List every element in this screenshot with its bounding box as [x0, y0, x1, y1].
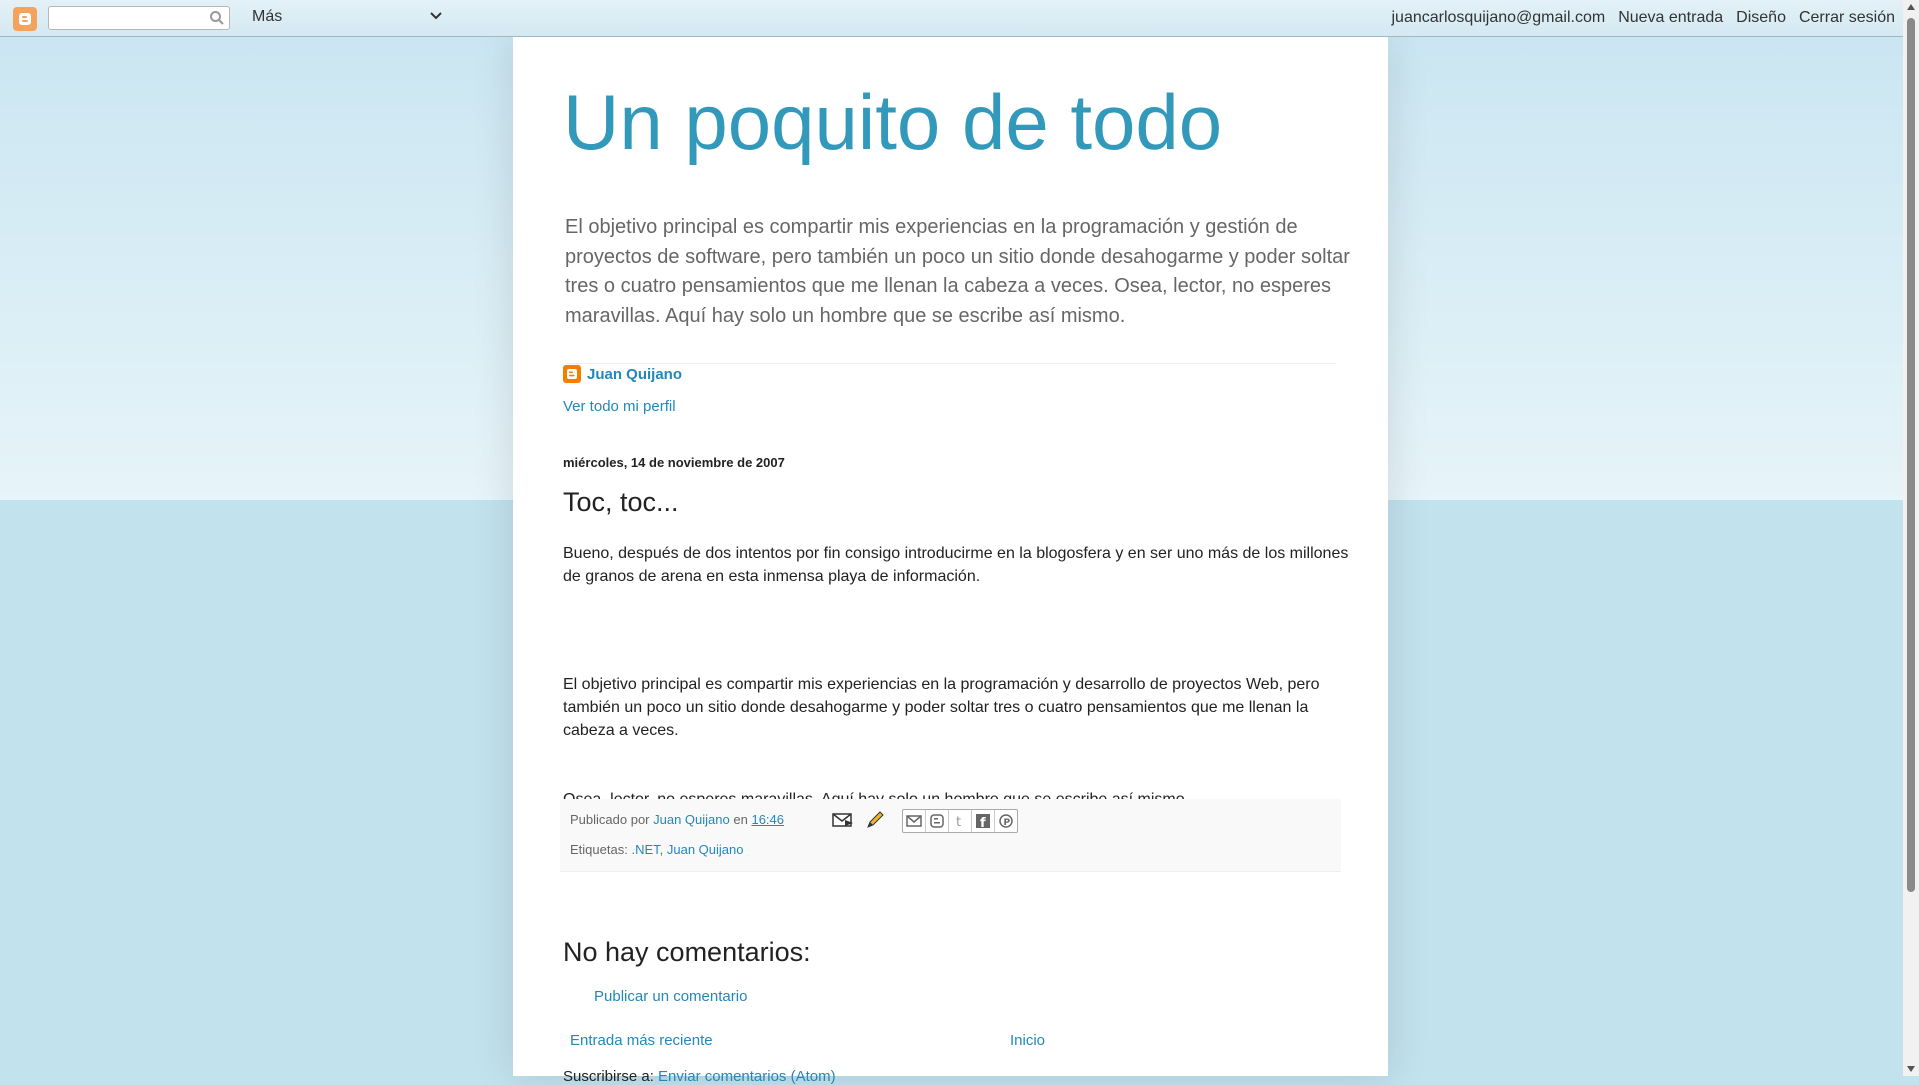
post-footer [560, 799, 1341, 872]
svg-text:t: t [956, 815, 962, 828]
post-date: miércoles, 14 de noviembre de 2007 [563, 455, 785, 470]
chevron-down-icon[interactable] [430, 12, 442, 20]
blog-description: El objetivo principal es compartir mis experiencias en la programación y gestión de proyectos de software, pero también un poco un sitio donde desahogarme y poder soltar tres o cuatro pensamientos que me llenan la cabeza a veces. Osea, lector, no esperes maravillas. Aquí hay solo un hombre que se escribe así mismo. [565, 216, 1350, 327]
divider [565, 363, 1336, 364]
post-time-link[interactable]: 16:46 [751, 812, 785, 827]
comments-title: No hay comentarios: [563, 937, 811, 967]
facebook-icon[interactable] [972, 810, 995, 832]
blogger-profile-icon [563, 365, 581, 383]
label-link[interactable]: .NET [631, 842, 660, 857]
blogger-navbar [0, 0, 1903, 37]
scrollbar-thumb[interactable] [1907, 18, 1915, 892]
blogthis-icon[interactable] [926, 810, 949, 832]
email-share-icon[interactable] [903, 810, 926, 832]
home-link[interactable]: Inicio [1010, 1032, 1046, 1049]
blogger-logo-icon[interactable] [13, 7, 37, 31]
post-paragraph: Bueno, después de dos intentos por fin consigo introducirme en la blogosfera y en ser uno más de los millones de granos de arena en esta inmensa playa de información. [563, 545, 1349, 585]
pinterest-icon[interactable] [995, 810, 1017, 832]
share-buttons [902, 809, 1018, 833]
sign-out-link[interactable]: Cerrar sesión [1798, 9, 1895, 26]
user-email[interactable]: juancarlosquijano@gmail.com [1391, 9, 1606, 26]
subscribe-prefix: Suscribirse a: [563, 1068, 654, 1085]
search-input[interactable] [48, 6, 230, 30]
design-link[interactable]: Diseño [1736, 9, 1786, 26]
published-by-label: Publicado por [570, 812, 650, 827]
new-post-link[interactable]: Nueva entrada [1618, 9, 1724, 26]
email-icon[interactable] [832, 812, 854, 831]
newer-post-link[interactable]: Entrada más reciente [570, 1032, 713, 1049]
publish-comment-link[interactable]: Publicar un comentario [594, 988, 748, 1005]
svg-text:f: f [980, 816, 986, 828]
profile [563, 365, 682, 383]
profile-name-link[interactable]: Juan Quijano [587, 365, 683, 383]
twitter-icon[interactable] [949, 810, 972, 832]
subscribe [563, 1068, 836, 1085]
more-dropdown[interactable]: Más [252, 8, 283, 25]
author-link[interactable]: Juan Quijano [653, 812, 730, 827]
scroll-down-icon[interactable] [1906, 1065, 1916, 1073]
view-profile-link[interactable]: Ver todo mi perfil [563, 398, 676, 415]
scroll-up-icon[interactable] [1906, 3, 1916, 11]
label-separator: , [659, 842, 664, 857]
svg-text:P: P [1003, 818, 1011, 828]
blog-title[interactable]: Un poquito de todo [563, 78, 1223, 166]
post-title[interactable]: Toc, toc... [563, 487, 679, 517]
at-label: en [733, 812, 748, 827]
label-link[interactable]: Juan Quijano [666, 842, 744, 857]
atom-feed-link[interactable]: Enviar comentarios (Atom) [658, 1068, 836, 1085]
search-icon[interactable] [209, 10, 225, 26]
main-content [513, 37, 1388, 1085]
post-paragraph: El objetivo principal es compartir mis experiencias en la programación y desarrollo de proyectos Web, pero también un poco un sitio donde desahogarme y poder soltar tres o cuatro pensamientos que me llenan la cabeza a veces. [563, 676, 1320, 739]
pencil-icon[interactable] [865, 810, 885, 833]
scrollbar[interactable] [1903, 0, 1919, 1076]
labels-prefix: Etiquetas: [570, 842, 628, 857]
